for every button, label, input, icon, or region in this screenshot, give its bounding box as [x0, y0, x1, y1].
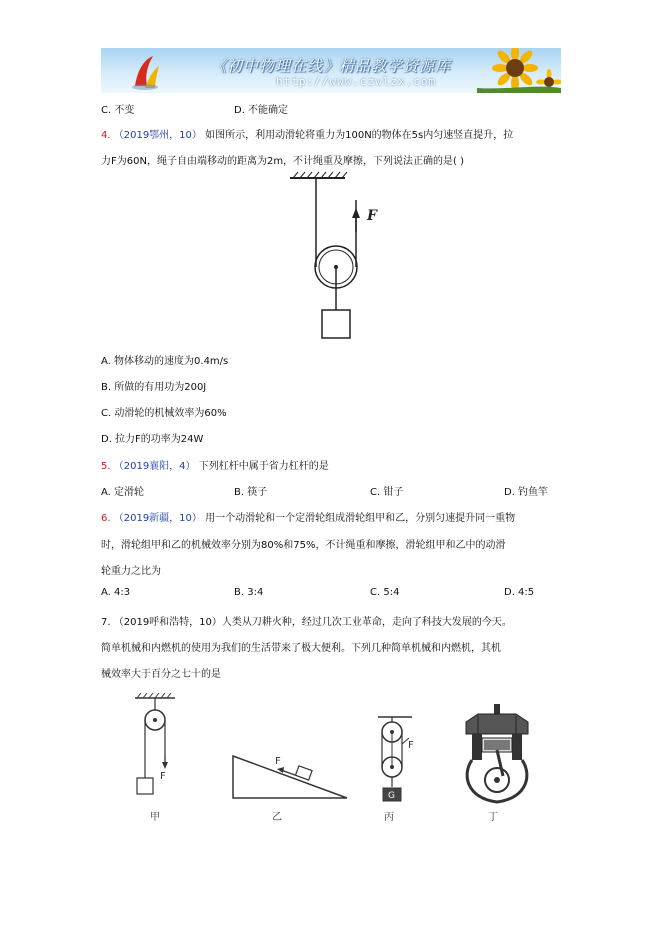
q5-option-b: B. 筷子 [234, 487, 268, 498]
q4-pulley-figure [285, 170, 395, 345]
q4-source: （2019鄂州，10） [113, 130, 202, 141]
q7-bing-force-label: F [408, 740, 414, 751]
logo-icon [131, 52, 161, 90]
q6-line2: 时，滑轮组甲和乙的机械效率分别为80%和75%，不计绳重和摩擦，滑轮组甲和乙中的动滑 [101, 540, 506, 551]
q4-option-b: B. 所做的有用功为200J [101, 382, 207, 393]
q4-number: 4. [101, 130, 111, 141]
q6-line3: 轮重力之比为 [101, 566, 161, 577]
q7-label-ding: 丁 [488, 812, 498, 823]
q4-option-a: A. 物体移动的速度为0.4m/s [101, 356, 229, 367]
q6-number: 6. [101, 513, 111, 524]
q5-option-c: C. 钳子 [370, 487, 404, 498]
q7-figure-bing [372, 712, 427, 804]
q4-option-c: C. 动滑轮的机械效率为60% [101, 408, 227, 419]
q7-number: 7. [101, 617, 111, 628]
q6-line1 [101, 509, 515, 524]
prev-option-c: C. 不变 [101, 105, 135, 116]
q4-option-d: D. 拉力F的功率为24W [101, 434, 204, 445]
q7-bing-weight-label: G [388, 791, 395, 801]
q7-line2: 简单机械和内燃机的使用为我们的生活带来了极大便利。下列几种简单机械和内燃机，其机 [101, 643, 501, 654]
q5-option-a: A. 定滑轮 [101, 487, 145, 498]
q7-yi-force-label: F [275, 756, 281, 767]
q4-line1 [101, 126, 513, 141]
q5-source: （2019襄阳，4） [113, 461, 196, 472]
q4-force-label: F [367, 208, 377, 224]
q7-label-yi: 乙 [272, 812, 282, 823]
q6-option-a: A. 4:3 [101, 587, 131, 598]
q4-stem-1: 如图所示，利用动滑轮将重力为100N的物体在5s内匀速竖直提升，拉 [205, 130, 514, 141]
prev-option-d: D. 不能确定 [234, 105, 289, 116]
q6-option-d: D. 4:5 [504, 587, 535, 598]
q7-stem-1: （2019呼和浩特，10）人类从刀耕火种，经过几次工业革命，走向了科技大发展的今天。 [113, 617, 512, 628]
q7-jia-force-label: F [160, 771, 166, 782]
q5-stem: 下列杠杆中属于省力杠杆的是 [198, 461, 329, 472]
header-banner [101, 48, 561, 93]
q5-line [101, 457, 329, 472]
q7-label-bing: 丙 [384, 812, 394, 823]
q7-figure-jia [125, 690, 185, 800]
q7-figure-yi [225, 740, 355, 802]
q5-number: 5. [101, 461, 111, 472]
q7-line1 [101, 613, 512, 628]
banner-url: http://www.czwlzx.com [276, 75, 437, 88]
q6-stem-1: 用一个动滑轮和一个定滑轮组成滑轮组甲和乙，分别匀速提升同一重物 [205, 513, 516, 524]
q7-label-jia: 甲 [150, 812, 160, 823]
q5-option-d: D. 钓鱼竿 [504, 487, 549, 498]
sunflower-icon [477, 48, 561, 93]
q6-option-b: B. 3:4 [234, 587, 264, 598]
q6-source: （2019新疆，10） [113, 513, 202, 524]
q7-line3: 械效率大于百分之七十的是 [101, 669, 221, 680]
q7-figure-ding [458, 700, 538, 806]
q4-line2: 力F为60N，绳子自由端移动的距离为2m，不计绳重及摩擦，下列说法正确的是( ) [101, 156, 465, 167]
q6-option-c: C. 5:4 [370, 587, 400, 598]
banner-title: 《初中物理在线》精品教学资源库 [211, 57, 452, 75]
